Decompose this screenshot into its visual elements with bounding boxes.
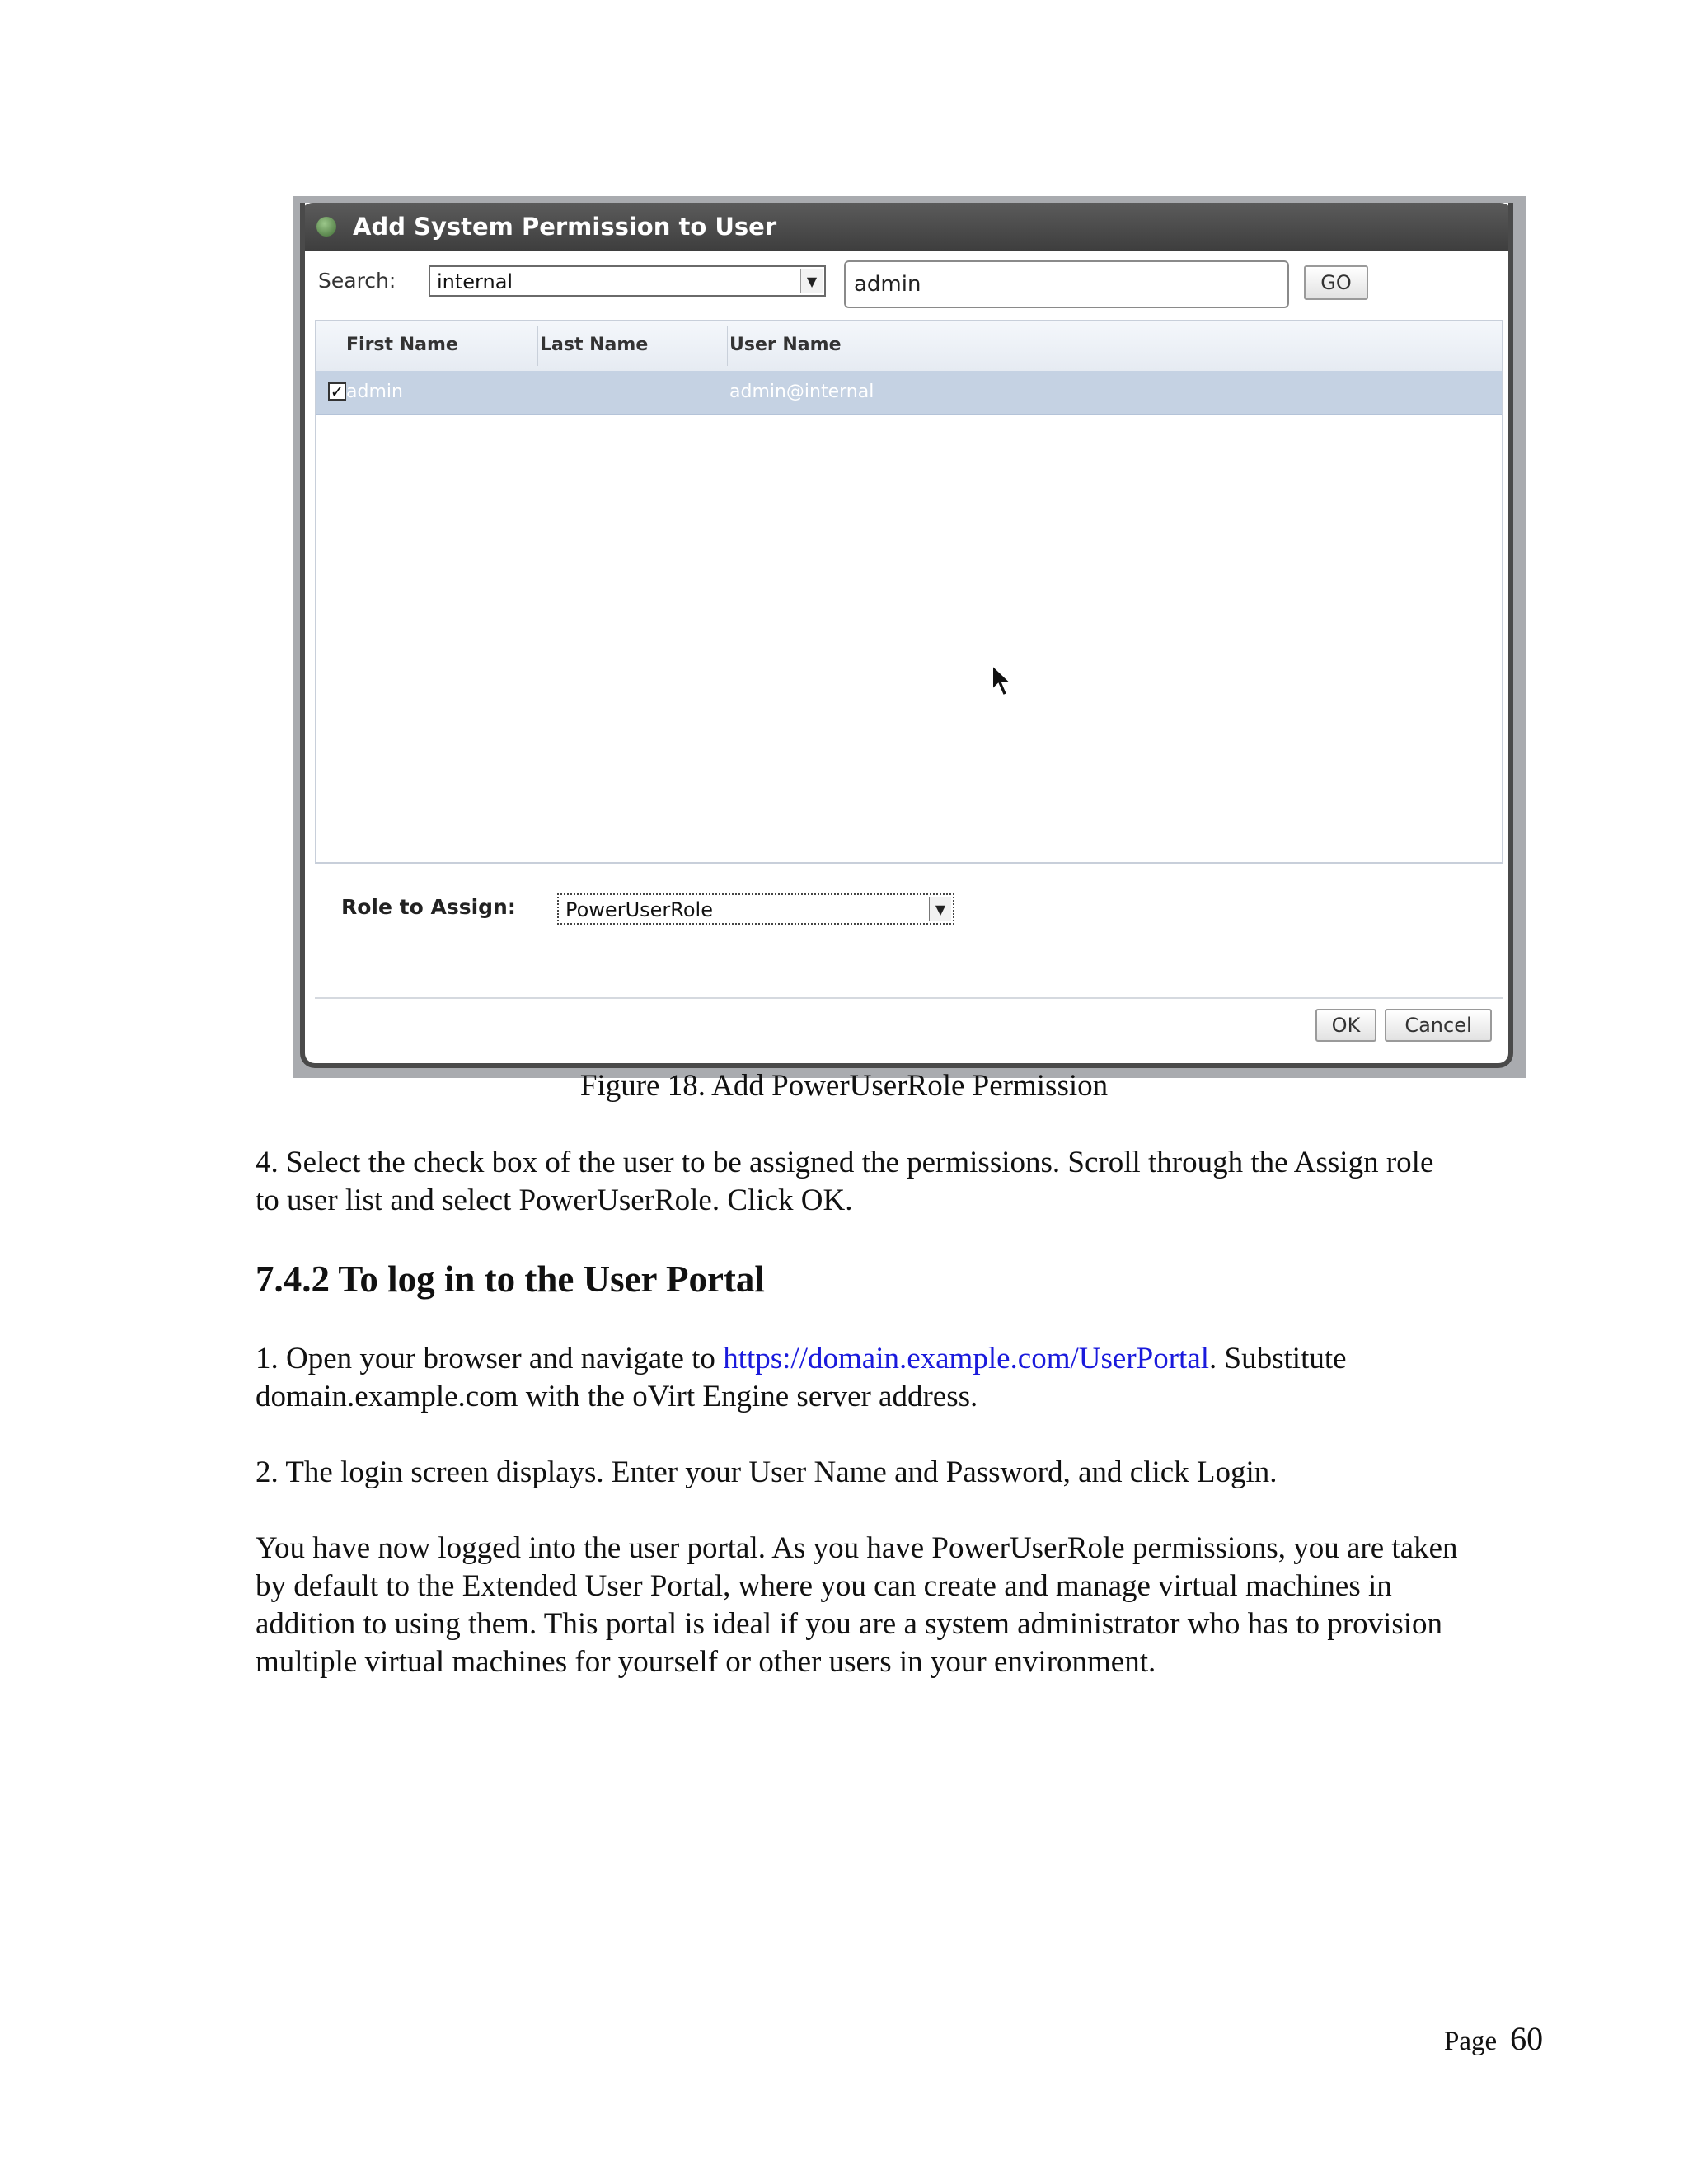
row-checkbox[interactable]: ✓ (328, 382, 346, 401)
role-label: Role to Assign: (341, 895, 516, 919)
role-select-value: PowerUserRole (565, 898, 713, 921)
search-label: Search: (318, 269, 396, 293)
column-user-name[interactable]: User Name (729, 335, 842, 355)
cell-first-name: admin (346, 382, 403, 402)
search-domain-select[interactable] (429, 265, 826, 297)
status-dot-icon (316, 217, 336, 237)
section-heading: 7.4.2 To log in to the User Portal (256, 1258, 765, 1300)
page-number (1444, 2019, 1543, 2058)
cell-user-name: admin@internal (729, 382, 874, 402)
step2-text: 2. The login screen displays. Enter your User Name and Password, and click Login. (256, 1455, 1278, 1489)
go-button[interactable]: GO (1304, 265, 1368, 300)
summary-line1: You have now logged into the user portal. As you have PowerUserRole permissions, you are taken (256, 1531, 1458, 1565)
role-section (315, 864, 1503, 999)
column-separator (727, 326, 728, 366)
dialog-title: Add System Permission to User (353, 213, 777, 241)
dialog-titlebar (300, 203, 1513, 251)
step4-text (256, 1144, 1574, 1220)
page-label: Page (1444, 2027, 1498, 2056)
add-permission-dialog (300, 203, 1513, 1068)
figure-screenshot (293, 196, 1526, 1078)
grid-header (316, 321, 1502, 372)
dropdown-arrow-icon[interactable]: ▼ (929, 897, 951, 921)
step1-prefix: 1. Open your browser and navigate to (256, 1342, 724, 1376)
summary-line3: addition to using them. This portal is ideal if you are a system administrator who has to provision (256, 1607, 1443, 1641)
step1-suffix: . Substitute (1209, 1342, 1347, 1376)
dropdown-arrow-icon[interactable]: ▼ (800, 269, 823, 293)
step1-text (256, 1340, 1574, 1416)
user-portal-link[interactable]: https://domain.example.com/UserPortal (723, 1342, 1210, 1376)
users-grid (315, 320, 1503, 864)
step4-line1: 4. Select the check box of the user to be assigned the permissions. Scroll through the Assign role (256, 1146, 1434, 1179)
summary-paragraph (256, 1530, 1574, 1681)
search-row (305, 251, 1508, 313)
mouse-cursor-icon (991, 663, 1014, 698)
figure-caption: Figure 18. Add PowerUserRole Permission (579, 1069, 1109, 1103)
column-first-name[interactable]: First Name (346, 335, 458, 355)
search-input[interactable] (844, 260, 1289, 308)
page-number-value: 60 (1510, 2020, 1544, 2057)
summary-line4: multiple virtual machines for yourself or other users in your environment. (256, 1645, 1156, 1679)
cancel-button[interactable]: Cancel (1385, 1009, 1492, 1042)
ok-button[interactable]: OK (1315, 1009, 1376, 1042)
role-select[interactable] (557, 893, 954, 925)
step4-line2: to user list and select PowerUserRole. Click OK. (256, 1183, 853, 1217)
table-row[interactable] (316, 371, 1502, 415)
step1-line2: domain.example.com with the oVirt Engine server address. (256, 1380, 978, 1413)
summary-line2: by default to the Extended User Portal, where you can create and manage virtual machines in (256, 1569, 1392, 1603)
column-last-name[interactable]: Last Name (540, 335, 649, 355)
search-domain-value: internal (437, 270, 513, 293)
column-separator (537, 326, 538, 366)
